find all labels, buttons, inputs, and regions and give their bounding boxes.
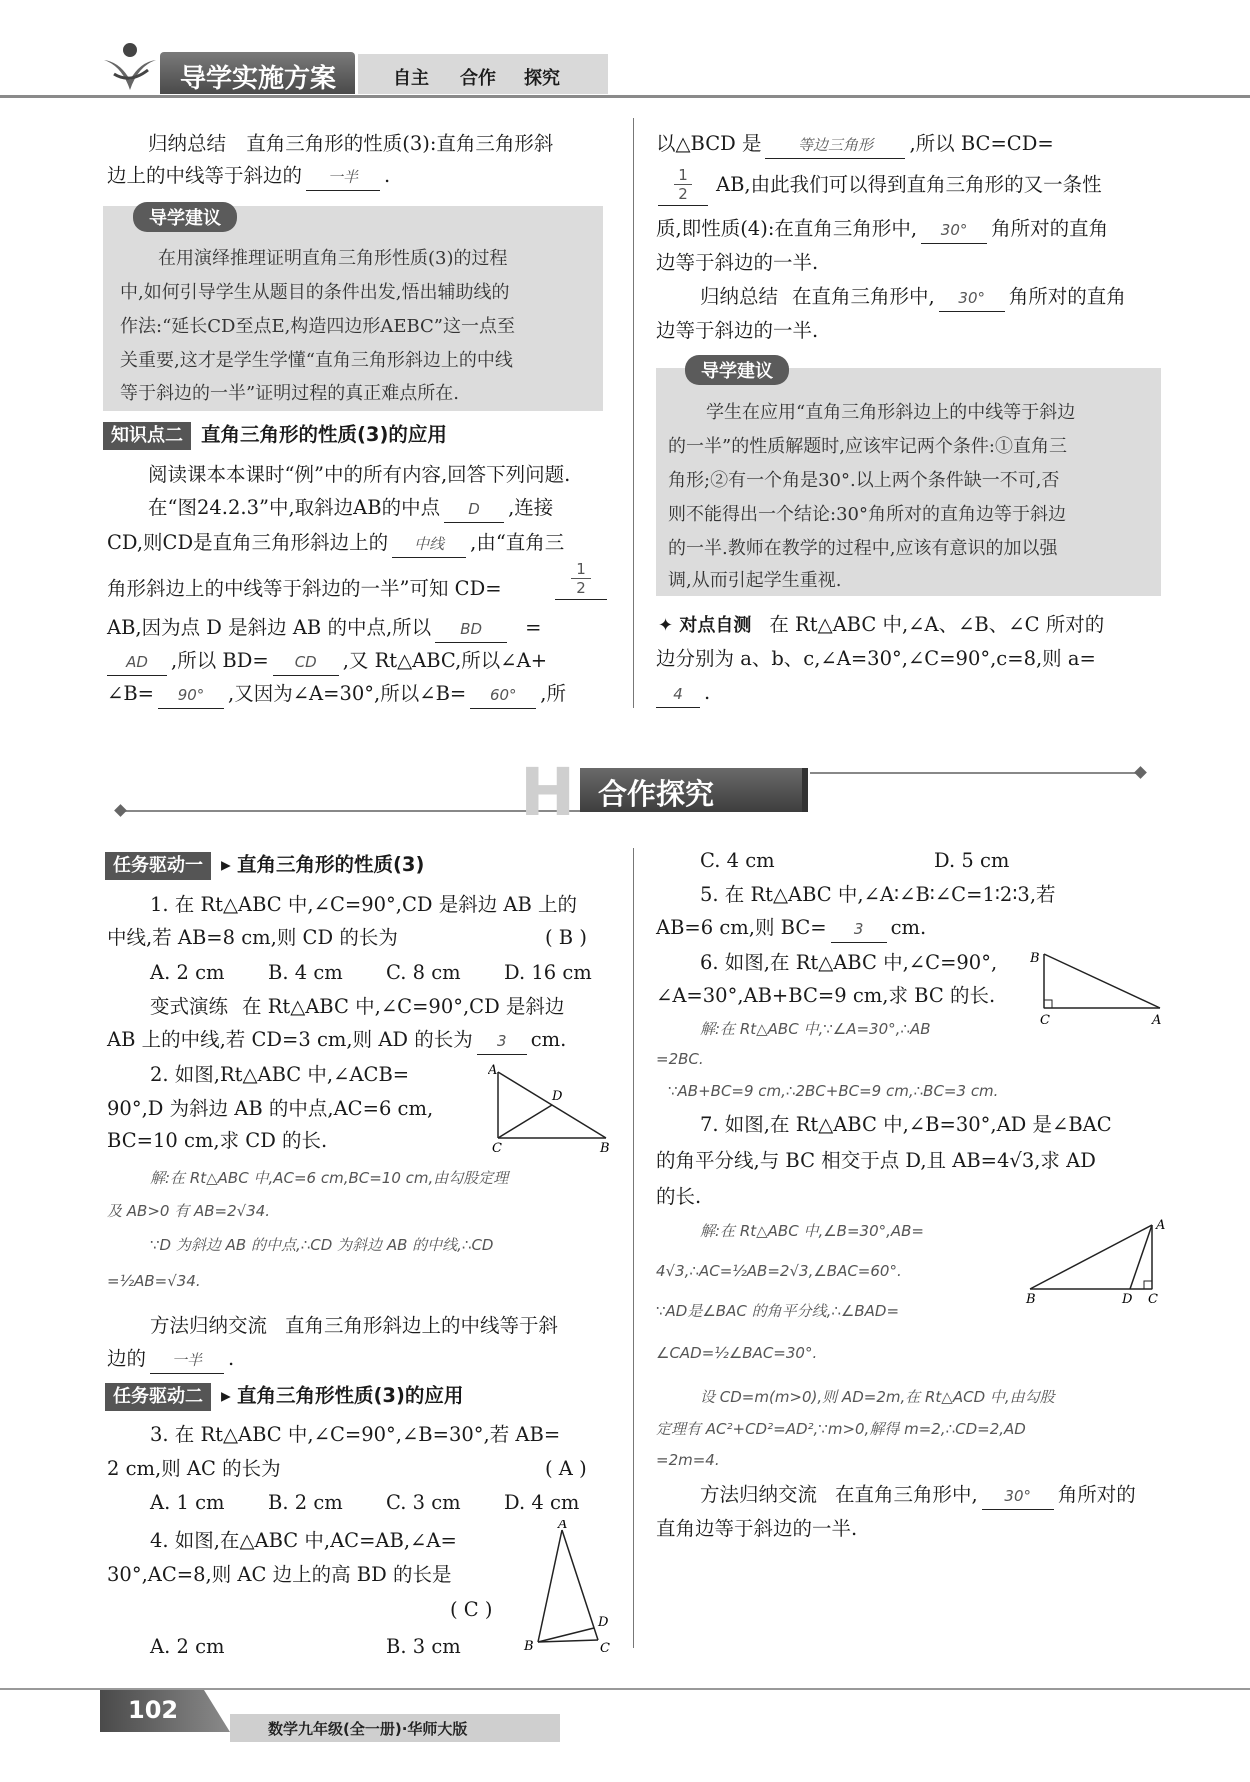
kp-text: CD,则CD是直角三角形斜边上的 — [107, 531, 389, 554]
section-banner — [0, 754, 1250, 831]
q1-option: C. 8 cm — [386, 961, 461, 984]
self-test-line2: 边分别为 a、b、c,∠A=30°,∠C=90°,c=8,则 a= — [656, 647, 1096, 670]
fraction-numerator: 1 — [571, 560, 591, 579]
q7-line1: 7. 如图,在 Rt△ABC 中,∠B=30°,AD 是∠BAC — [700, 1113, 1112, 1136]
method-label: 方法归纳交流 — [700, 1483, 818, 1506]
banner-dot-left — [114, 804, 127, 817]
footer — [0, 1684, 1250, 1744]
kp-line3 — [107, 576, 502, 602]
advice-right-line: 角形;②有一个角是30°.以上两个条件缺一不可,否 — [668, 470, 1060, 491]
q3-line1: 3. 在 Rt△ABC 中,∠C=90°,∠B=30°,若 AB= — [150, 1423, 561, 1446]
tab-zizhu: 自主 — [393, 68, 429, 89]
kp-line1 — [148, 495, 553, 523]
advice-left-line: 在用演绎推理证明直角三角形性质(3)的过程 — [158, 248, 508, 269]
fill-ad: AD — [107, 649, 167, 676]
task1-title: 直角三角形的性质(3) — [237, 853, 425, 876]
method-text: 边的 — [107, 1347, 147, 1370]
kp-text: 在“图24.2.3”中,取斜边AB的中点 — [148, 496, 441, 519]
kp-text: ,由“直角三 — [470, 531, 565, 554]
variant-label: 变式演练 — [150, 995, 229, 1018]
kp-text: ,所 — [540, 682, 566, 705]
q4-option: C. 4 cm — [700, 849, 775, 872]
variant-text: cm. — [530, 1028, 567, 1051]
advice-label-right — [685, 355, 789, 385]
q2-line3: BC=10 cm,求 CD 的长. — [107, 1129, 328, 1152]
q1-line2: 中线,若 AB=8 cm,则 CD 的长为 — [107, 926, 398, 949]
method-left-line2 — [107, 1346, 234, 1374]
self-test-line1 — [658, 612, 1104, 639]
fill-30: 30° — [921, 217, 987, 244]
q2-label-c: C — [492, 1141, 502, 1155]
task1-heading — [105, 852, 424, 880]
q1-option: D. 16 cm — [504, 961, 592, 984]
advice-pill: 导学建议 — [685, 355, 789, 385]
fill-a: 4 — [656, 681, 700, 708]
column-divider — [633, 118, 634, 708]
kp-text: ,又因为∠A=30°,所以∠B= — [228, 682, 467, 705]
fill-90: 90° — [158, 682, 224, 709]
self-test-text: 对点自测 — [679, 615, 752, 636]
fill-30: 30° — [982, 1483, 1054, 1510]
q7-label-b: B — [1026, 1292, 1036, 1305]
diamond-icon: ✦ — [658, 615, 680, 636]
q2-line1: 2. 如图,Rt△ABC 中,∠ACB= — [150, 1063, 410, 1086]
banner-dot-right — [1134, 766, 1147, 779]
q2-label-a: A — [488, 1063, 498, 1078]
q1-option: B. 4 cm — [268, 961, 343, 984]
q7-line2: 的角平分线,与 BC 相交于点 D,且 AB=4√3,求 AD — [656, 1149, 1096, 1172]
fill-midpoint: D — [444, 496, 504, 523]
q6-solution-line: =2BC. — [656, 1050, 704, 1068]
q2-solution-line: 解:在 Rt△ABC 中,AC=6 cm,BC=10 cm,由勾股定理 — [150, 1169, 509, 1187]
header-title: 导学实施方案 — [180, 64, 337, 94]
fill-bd: BD — [435, 616, 507, 643]
task-arrow-icon: ▸ — [221, 853, 237, 876]
r-line5 — [700, 284, 1126, 312]
r-line1 — [656, 131, 1054, 159]
fraction-numerator: 1 — [674, 166, 692, 185]
q2-label-b: B — [600, 1141, 610, 1155]
st-text: . — [704, 681, 711, 704]
kp-line2 — [107, 530, 564, 558]
q3-option: A. 1 cm — [150, 1491, 225, 1514]
task2-label: 任务驱动二 — [105, 1383, 211, 1411]
summary-label: 归纳总结 — [148, 132, 227, 155]
advice-right-line: 则不能得出一个结论:30°角所对的直角边等于斜边 — [668, 504, 1066, 525]
q5-text: cm. — [890, 916, 927, 939]
r-summary-label: 归纳总结 — [700, 285, 779, 308]
variant-text: 在 Rt△ABC 中,∠C=90°,CD 是斜边 — [242, 995, 565, 1018]
q3-option: C. 3 cm — [386, 1491, 461, 1514]
q6-line1: 6. 如图,在 Rt△ABC 中,∠C=90°, — [700, 951, 998, 974]
q6-figure — [1030, 948, 1170, 1030]
kp-text: 角形斜边上的中线等于斜边的一半”可知 CD= — [107, 577, 502, 600]
advice-right-line: 学生在应用“直角三角形斜边上的中线等于斜边 — [706, 402, 1076, 423]
q4-option: D. 5 cm — [934, 849, 1010, 872]
r-text: 角所对的直角 — [991, 217, 1109, 240]
q2-solution-line: 及 AB>0 有 AB=2√34. — [107, 1202, 271, 1220]
task-arrow-icon: ▸ — [221, 1384, 237, 1407]
footer-line — [0, 1688, 1250, 1690]
q2-solution-line: =½AB=√34. — [107, 1272, 201, 1290]
task2-heading — [105, 1383, 463, 1411]
advice-pill: 导学建议 — [133, 202, 237, 232]
q4-option: B. 3 cm — [386, 1635, 461, 1658]
q7-label-a: A — [1156, 1218, 1166, 1233]
kp-label: 知识点二 — [103, 422, 191, 450]
advice-left-line: 等于斜边的一半”证明过程的真正难点所在. — [120, 383, 459, 404]
q7-solution-line: 4√3,∴AC=½AB=2√3,∠BAC=60°. — [656, 1262, 902, 1280]
r-line2: AB,由此我们可以得到直角三角形的又一条性 — [716, 173, 1102, 196]
advice-right-line: 调,从而引起学生重视. — [668, 570, 842, 591]
q3-option: D. 4 cm — [504, 1491, 580, 1514]
summary-fill: 一半 — [306, 164, 380, 191]
summary-line1 — [148, 131, 553, 157]
summary-line2 — [107, 163, 390, 191]
kp-line6 — [107, 681, 566, 709]
page-number: 102 — [128, 1696, 179, 1724]
advice-label-left — [133, 202, 237, 232]
q1-option: A. 2 cm — [150, 961, 225, 984]
r-text: 角所对的直角 — [1008, 285, 1126, 308]
advice-left-line: 作法:“延长CD至点E,构造四边形AEBC”这一点至 — [120, 316, 516, 337]
kp-title: 直角三角形的性质(3)的应用 — [201, 423, 447, 446]
self-test-label — [658, 615, 751, 636]
fill-underline — [555, 599, 607, 600]
method-left-line1 — [150, 1313, 558, 1339]
fill-median: 中线 — [392, 531, 466, 558]
section-letter: H — [520, 754, 576, 831]
fill-half: 一半 — [150, 1347, 224, 1374]
q4-line1: 4. 如图,在△ABC 中,AC=AB,∠A= — [150, 1529, 457, 1552]
section-title: 合作探究 — [598, 777, 715, 811]
summary-text: 直角三角形的性质(3):直角三角形斜 — [246, 132, 554, 155]
knowledge-point-heading — [103, 422, 447, 450]
method-right-line2: 直角边等于斜边的一半. — [656, 1517, 858, 1540]
kp-text: AB,因为点 D 是斜边 AB 的中点,所以 — [107, 616, 432, 639]
q4-label-a: A — [558, 1520, 568, 1532]
fill-bc: 3 — [831, 916, 887, 943]
kp-text: ,所以 BD= — [171, 649, 269, 672]
task1-label: 任务驱动一 — [105, 852, 211, 880]
self-test-line3 — [656, 680, 710, 708]
summary-end: . — [384, 164, 391, 187]
q1-answer: ( B ) — [545, 926, 587, 949]
variant-line1 — [150, 994, 564, 1020]
header-line — [0, 95, 1250, 98]
tab-tanjiu: 探究 — [524, 68, 560, 89]
book-title: 数学九年级(全一册)·华师大版 — [268, 1720, 468, 1738]
q4-options-left — [150, 1634, 461, 1660]
q2-label-d: D — [552, 1089, 563, 1104]
tab-hezuo: 合作 — [460, 68, 496, 89]
kp-text: = — [525, 616, 542, 639]
task2-title: 直角三角形性质(3)的应用 — [237, 1384, 464, 1407]
q3-line2: 2 cm,则 AC 的长为 — [107, 1457, 281, 1480]
method-text: 在直角三角形中, — [835, 1483, 978, 1506]
q6-solution-line: ∵AB+BC=9 cm,∴2BC+BC=9 cm,∴BC=3 cm. — [668, 1082, 999, 1100]
q7-solution-line: =2m=4. — [656, 1451, 720, 1469]
q6-label-b: B — [1030, 951, 1040, 966]
fill-ad-len: 3 — [477, 1028, 527, 1055]
kp-text: ,连接 — [508, 496, 554, 519]
q5-line1: 5. 在 Rt△ABC 中,∠A∶∠B∶∠C=1∶2∶3,若 — [700, 883, 1056, 906]
q4-options-right — [700, 848, 1009, 874]
read-line: 阅读课本本课时“例”中的所有内容,回答下列问题. — [148, 463, 571, 486]
fill-60: 60° — [470, 682, 536, 709]
q7-label-d: D — [1122, 1292, 1133, 1305]
q4-label-c: C — [600, 1641, 610, 1655]
q6-line2: ∠A=30°,AB+BC=9 cm,求 BC 的长. — [656, 984, 996, 1007]
method-text: . — [228, 1347, 235, 1370]
banner-line-right — [810, 772, 1140, 774]
q3-options — [150, 1490, 622, 1516]
q5-line2 — [656, 915, 926, 943]
advice-left-line: 中,如何引导学生从题目的条件出发,悟出辅助线的 — [120, 282, 510, 303]
q2-solution-line: ∵D 为斜边 AB 的中点,∴CD 为斜边 AB 的中线,∴CD — [150, 1236, 494, 1254]
variant-text: AB 上的中线,若 CD=3 cm,则 AD 的长为 — [107, 1028, 473, 1051]
q6-solution-line: 解:在 Rt△ABC 中,∵∠A=30°,∴AB — [700, 1020, 931, 1038]
q4-option: A. 2 cm — [150, 1635, 225, 1658]
method-text: 直角三角形斜边上的中线等于斜 — [285, 1314, 559, 1337]
r-text: 以△BCD 是 — [656, 132, 762, 155]
fill-equilateral: 等边三角形 — [765, 132, 905, 159]
r-text: 在直角三角形中, — [792, 285, 935, 308]
q7-solution-line: 设 CD=m(m>0),则 AD=2m,在 Rt△ACD 中,由勾股 — [700, 1388, 1055, 1406]
variant-line2 — [107, 1027, 566, 1055]
method-label: 方法归纳交流 — [150, 1314, 268, 1337]
q7-figure — [1020, 1215, 1170, 1305]
q3-answer: ( A ) — [545, 1457, 587, 1480]
banner-bar — [802, 768, 808, 812]
q7-label-c: C — [1148, 1292, 1158, 1305]
q2-line2: 90°,D 为斜边 AB 的中点,AC=6 cm, — [107, 1097, 434, 1120]
kp-text: ,又 Rt△ABC,所以∠A+ — [342, 649, 548, 672]
q1-options — [150, 960, 622, 986]
fill-half-fraction — [555, 560, 607, 600]
q7-solution-line: 定理有 AC²+CD²=AD²,∵m>0,解得 m=2,∴CD=2,AD — [656, 1420, 1026, 1438]
q7-solution-line: ∠CAD=½∠BAC=30°. — [656, 1344, 818, 1362]
q1-line1: 1. 在 Rt△ABC 中,∠C=90°,CD 是斜边 AB 上的 — [150, 893, 578, 916]
q7-solution-line: ∵AD是∠BAC 的角平分线,∴∠BAD= — [656, 1302, 900, 1320]
q4-figure — [518, 1520, 618, 1655]
method-right-line1 — [700, 1482, 1136, 1510]
q4-label-d: D — [598, 1615, 609, 1630]
r-line6: 边等于斜边的一半. — [656, 319, 819, 342]
method-text: 角所对的 — [1057, 1483, 1136, 1506]
logo-icon — [100, 40, 160, 98]
fraction-denominator: 2 — [678, 185, 688, 203]
q3-option: B. 2 cm — [268, 1491, 343, 1514]
r-line3 — [656, 216, 1108, 244]
fraction-denominator: 2 — [576, 579, 586, 597]
r-text: 质,即性质(4):在直角三角形中, — [656, 217, 918, 240]
summary-text2: 边上的中线等于斜边的 — [107, 164, 303, 187]
q4-label-b: B — [524, 1639, 534, 1654]
advice-right-line: 的一半.教师在教学的过程中,应该有意识的加以强 — [668, 538, 1058, 559]
r-fraction — [658, 166, 708, 206]
q2-figure — [488, 1060, 618, 1155]
r-text: ,所以 BC=CD= — [909, 132, 1054, 155]
q6-label-a: A — [1152, 1013, 1162, 1028]
kp-line4 — [107, 615, 542, 643]
q6-label-c: C — [1040, 1013, 1050, 1028]
fill-cd: CD — [273, 649, 339, 676]
st-text: 在 Rt△ABC 中,∠A、∠B、∠C 所对的 — [769, 613, 1105, 636]
q4-line2: 30°,AC=8,则 AC 边上的高 BD 的长是 — [107, 1563, 452, 1586]
q7-line3: 的长. — [656, 1185, 702, 1208]
r-line4: 边等于斜边的一半. — [656, 251, 819, 274]
advice-right-line: 的一半”的性质解题时,应该牢记两个条件:①直角三 — [668, 436, 1067, 457]
fill-underline — [658, 205, 708, 206]
q7-solution-line: 解:在 Rt△ABC 中,∠B=30°,AB= — [700, 1222, 925, 1240]
kp-text: ∠B= — [107, 682, 155, 705]
header-bar — [0, 48, 1250, 98]
kp-line5 — [107, 648, 547, 676]
column-divider-bottom — [633, 848, 634, 1648]
q5-text: AB=6 cm,则 BC= — [656, 916, 827, 939]
q4-answer: ( C ) — [450, 1598, 493, 1621]
advice-left-line: 关重要,这才是学生学懂“直角三角形斜边上的中线 — [120, 350, 513, 371]
fill-30: 30° — [939, 285, 1005, 312]
